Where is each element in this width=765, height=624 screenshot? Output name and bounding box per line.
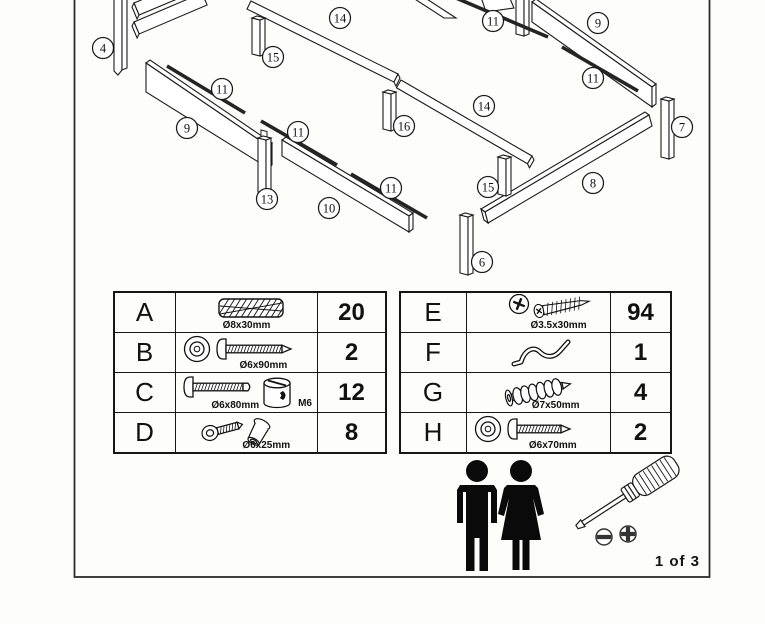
hardware-row-B bbox=[115, 333, 385, 373]
part-quantity: 20 bbox=[338, 298, 365, 326]
svg-text:11: 11 bbox=[215, 82, 229, 97]
part-letter: C bbox=[115, 373, 176, 412]
bed-post bbox=[258, 136, 271, 194]
flat-slot-icon bbox=[596, 529, 612, 545]
part-quantity: 2 bbox=[344, 338, 359, 366]
part-icon-cell bbox=[467, 413, 611, 452]
part-quantity: 4 bbox=[633, 378, 648, 406]
part-letter: E bbox=[401, 293, 467, 332]
part-label-11 bbox=[381, 178, 402, 199]
part-icon-cell bbox=[176, 413, 318, 452]
part-label-11 bbox=[212, 79, 233, 100]
hardware-row-A bbox=[115, 293, 385, 333]
part-label-13 bbox=[257, 189, 278, 210]
allen-key-icon bbox=[467, 334, 610, 372]
part-icon-cell bbox=[176, 293, 318, 332]
svg-text:11: 11 bbox=[384, 181, 398, 196]
svg-text:4: 4 bbox=[99, 41, 107, 56]
part-label-11 bbox=[583, 68, 604, 89]
part-quantity: 8 bbox=[344, 418, 359, 446]
part-label-14 bbox=[330, 8, 351, 29]
svg-text:6: 6 bbox=[478, 255, 486, 270]
part-size-label: Ø6x80mm bbox=[211, 400, 260, 411]
svg-text:14: 14 bbox=[333, 11, 347, 26]
bed-slat bbox=[247, 1, 400, 86]
part-icon-cell bbox=[176, 333, 318, 372]
hardware-row-D bbox=[115, 413, 385, 452]
hardware-row-C bbox=[115, 373, 385, 413]
svg-text:13: 13 bbox=[260, 192, 274, 207]
part-letter: G bbox=[401, 373, 467, 412]
svg-text:15: 15 bbox=[266, 50, 280, 65]
svg-text:11: 11 bbox=[291, 125, 305, 140]
part-label-11 bbox=[288, 122, 309, 143]
part-quantity: 1 bbox=[633, 338, 648, 366]
bed-post bbox=[460, 213, 473, 275]
part-label-9 bbox=[588, 13, 609, 34]
hardware-table-right bbox=[399, 291, 672, 454]
svg-text:8: 8 bbox=[589, 176, 597, 191]
svg-text:11: 11 bbox=[586, 71, 600, 86]
part-label-15 bbox=[478, 177, 499, 198]
phillips-slot-icon bbox=[620, 526, 636, 542]
part-label-10 bbox=[319, 198, 340, 219]
woman-figure-icon bbox=[498, 460, 544, 570]
bed-post bbox=[498, 155, 511, 196]
part-label-16 bbox=[394, 116, 415, 137]
part-label-6 bbox=[472, 252, 493, 273]
part-label-15 bbox=[263, 47, 284, 68]
part-size-label: Ø8x30mm bbox=[222, 320, 271, 331]
part-extra-label: M6 bbox=[298, 398, 312, 409]
part-label-14 bbox=[474, 96, 495, 117]
svg-text:11: 11 bbox=[486, 14, 500, 29]
part-label-8 bbox=[583, 173, 604, 194]
bed-post bbox=[516, 0, 529, 36]
svg-text:16: 16 bbox=[397, 119, 411, 134]
part-size-label: Ø3.5x30mm bbox=[530, 320, 587, 331]
svg-text:7: 7 bbox=[678, 120, 686, 135]
part-letter: A bbox=[115, 293, 176, 332]
part-label-7 bbox=[672, 117, 693, 138]
hardware-row-E bbox=[401, 293, 670, 333]
part-size-label: Ø6x25mm bbox=[242, 440, 291, 451]
part-quantity: 12 bbox=[338, 378, 365, 406]
svg-text:10: 10 bbox=[322, 201, 336, 216]
part-label-4 bbox=[93, 38, 114, 59]
part-quantity: 2 bbox=[633, 418, 648, 446]
part-icon-cell bbox=[467, 293, 611, 332]
svg-text:9: 9 bbox=[594, 16, 602, 31]
hardware-row-H bbox=[401, 413, 670, 452]
man-figure-icon bbox=[457, 460, 497, 571]
bed-post bbox=[252, 16, 265, 56]
part-icon-cell bbox=[467, 333, 611, 372]
svg-text:15: 15 bbox=[481, 180, 495, 195]
part-size-label: Ø7x50mm bbox=[531, 400, 580, 411]
hardware-row-F bbox=[401, 333, 670, 373]
part-letter: B bbox=[115, 333, 176, 372]
part-label-9 bbox=[177, 118, 198, 139]
part-letter: H bbox=[401, 413, 467, 452]
part-size-label: Ø6x70mm bbox=[528, 440, 577, 451]
bed-rail bbox=[146, 60, 272, 168]
part-letter: D bbox=[115, 413, 176, 452]
part-icon-cell bbox=[467, 373, 611, 412]
svg-text:14: 14 bbox=[477, 99, 491, 114]
bed-slat bbox=[396, 80, 534, 168]
part-size-label: Ø6x90mm bbox=[239, 360, 288, 371]
screwdriver-icon bbox=[570, 453, 682, 537]
part-label-11 bbox=[483, 11, 504, 32]
part-icon-cell bbox=[176, 373, 318, 412]
part-quantity: 94 bbox=[627, 298, 654, 326]
bed-post bbox=[114, 0, 127, 75]
hardware-row-G bbox=[401, 373, 670, 413]
page-indicator: 1 of 3 bbox=[654, 553, 700, 570]
part-letter: F bbox=[401, 333, 467, 372]
svg-text:9: 9 bbox=[183, 121, 191, 136]
hardware-table-left bbox=[113, 291, 387, 454]
